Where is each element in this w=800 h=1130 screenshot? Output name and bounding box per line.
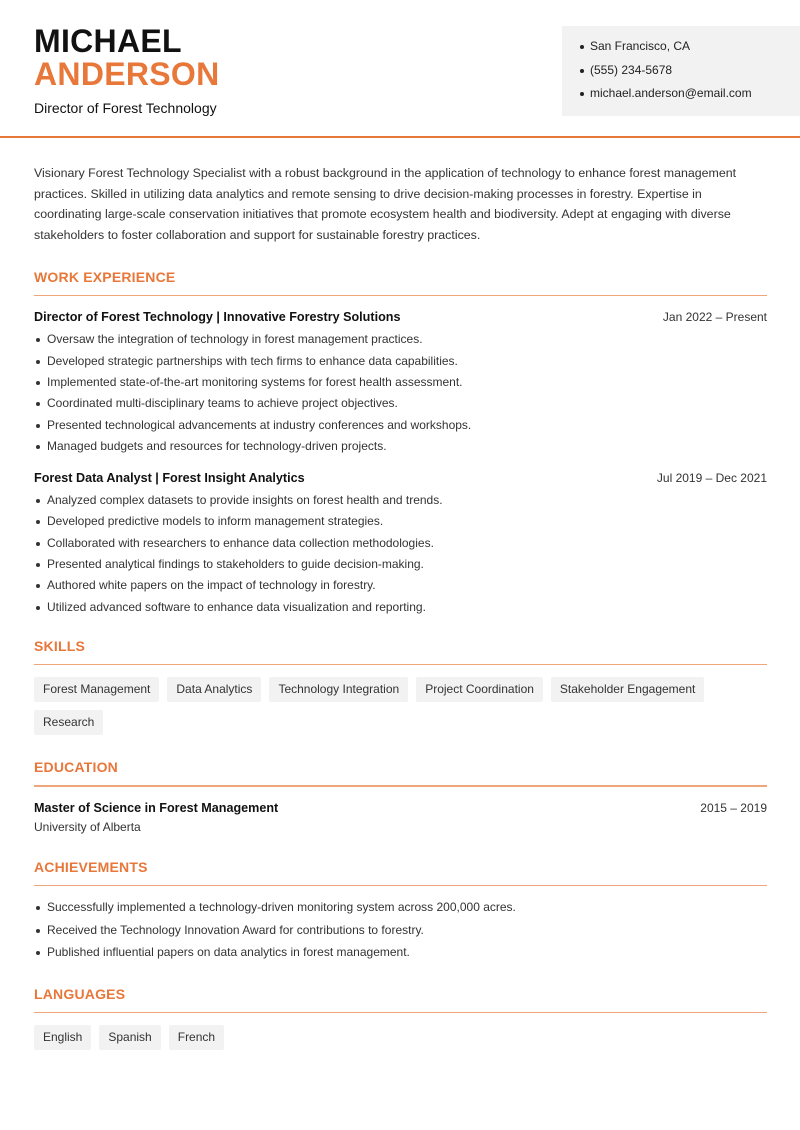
list-item: Coordinated multi-disciplinary teams to achieve project objectives. bbox=[34, 393, 767, 414]
resume-body bbox=[34, 163, 767, 1050]
job-role: Forest Data Analyst | Forest Insight Analytics bbox=[34, 471, 305, 486]
summary: Visionary Forest Technology Specialist with a robust background in the application of technology to enhance forest management practices. Skilled in utilizing data analytics and remote sensing to drive decision-making processes in forestry. Expertise in coordinating large-scale conservation initiatives that promote ecosystem health and biodiversity. Adept at engaging with diverse stakeholders to foster collaboration and support for sustainable forestry practices. bbox=[34, 166, 737, 243]
achievements-heading: ACHIEVEMENTS bbox=[34, 858, 148, 875]
section-divider bbox=[34, 785, 767, 787]
work-heading: WORK EXPERIENCE bbox=[34, 268, 176, 285]
contact-phone: (555) 234-5678 bbox=[580, 62, 800, 86]
language-tag: French bbox=[169, 1025, 224, 1050]
contact-email[interactable]: michael.anderson@email.com bbox=[580, 85, 800, 109]
job-dates: Jul 2019 – Dec 2021 bbox=[656, 471, 767, 486]
job-dates: Jan 2022 – Present bbox=[662, 310, 767, 325]
job-entry bbox=[34, 471, 767, 618]
contact-location: San Francisco, CA bbox=[580, 38, 800, 62]
list-item: Developed predictive models to inform management strategies. bbox=[34, 511, 767, 532]
language-tag: Spanish bbox=[99, 1025, 160, 1050]
list-item: Utilized advanced software to enhance data visualization and reporting. bbox=[34, 597, 767, 618]
list-item: Presented technological advancements at industry conferences and workshops. bbox=[34, 415, 767, 436]
achievements-list bbox=[34, 897, 767, 965]
skill-tag: Research bbox=[34, 710, 103, 735]
skill-tag: Technology Integration bbox=[269, 677, 408, 702]
languages-section bbox=[34, 986, 767, 1051]
job-title: Director of Forest Technology bbox=[34, 100, 217, 116]
first-name: MICHAEL bbox=[34, 23, 182, 59]
work-section bbox=[34, 269, 767, 618]
list-item: Successfully implemented a technology-driven monitoring system across 200,000 acres. bbox=[34, 897, 767, 920]
languages-heading: LANGUAGES bbox=[34, 985, 126, 1002]
school: University of Alberta bbox=[34, 819, 141, 834]
list-item: Published influential papers on data analytics in forest management. bbox=[34, 942, 767, 965]
education-heading: EDUCATION bbox=[34, 759, 118, 776]
language-tag: English bbox=[34, 1025, 91, 1050]
languages-tags bbox=[34, 1025, 767, 1050]
skill-tag: Forest Management bbox=[34, 677, 159, 702]
list-item: Managed budgets and resources for technology-driven projects. bbox=[34, 436, 767, 457]
skill-tag: Stakeholder Engagement bbox=[551, 677, 704, 702]
education-entry bbox=[34, 801, 767, 834]
list-item: Presented analytical findings to stakeholders to guide decision-making. bbox=[34, 554, 767, 575]
resume-header bbox=[0, 0, 800, 138]
education-section bbox=[34, 759, 767, 834]
last-name: ANDERSON bbox=[34, 56, 220, 92]
skill-tag: Data Analytics bbox=[167, 677, 261, 702]
job-bullets bbox=[34, 490, 767, 618]
degree: Master of Science in Forest Management bbox=[34, 800, 279, 815]
list-item: Collaborated with researchers to enhance data collection methodologies. bbox=[34, 533, 767, 554]
job-bullets bbox=[34, 329, 767, 457]
skills-heading: SKILLS bbox=[34, 637, 85, 654]
list-item: Analyzed complex datasets to provide insights on forest health and trends. bbox=[34, 490, 767, 511]
skills-section bbox=[34, 638, 767, 736]
section-divider bbox=[34, 295, 767, 297]
skill-tag: Project Coordination bbox=[416, 677, 543, 702]
education-dates: 2015 – 2019 bbox=[700, 800, 767, 815]
job-role: Director of Forest Technology | Innovative Forestry Solutions bbox=[34, 310, 401, 325]
list-item: Oversaw the integration of technology in forest management practices. bbox=[34, 329, 767, 350]
list-item: Developed strategic partnerships with tech firms to enhance data capabilities. bbox=[34, 351, 767, 372]
skills-tags bbox=[34, 677, 767, 735]
list-item: Implemented state-of-the-art monitoring systems for forest health assessment. bbox=[34, 372, 767, 393]
achievements-section bbox=[34, 859, 767, 965]
section-divider bbox=[34, 664, 767, 666]
list-item: Received the Technology Innovation Award for contributions to forestry. bbox=[34, 920, 767, 943]
section-divider bbox=[34, 885, 767, 887]
job-entry bbox=[34, 310, 767, 457]
list-item: Authored white papers on the impact of technology in forestry. bbox=[34, 575, 767, 596]
section-divider bbox=[34, 1012, 767, 1014]
contact-box bbox=[562, 26, 800, 116]
